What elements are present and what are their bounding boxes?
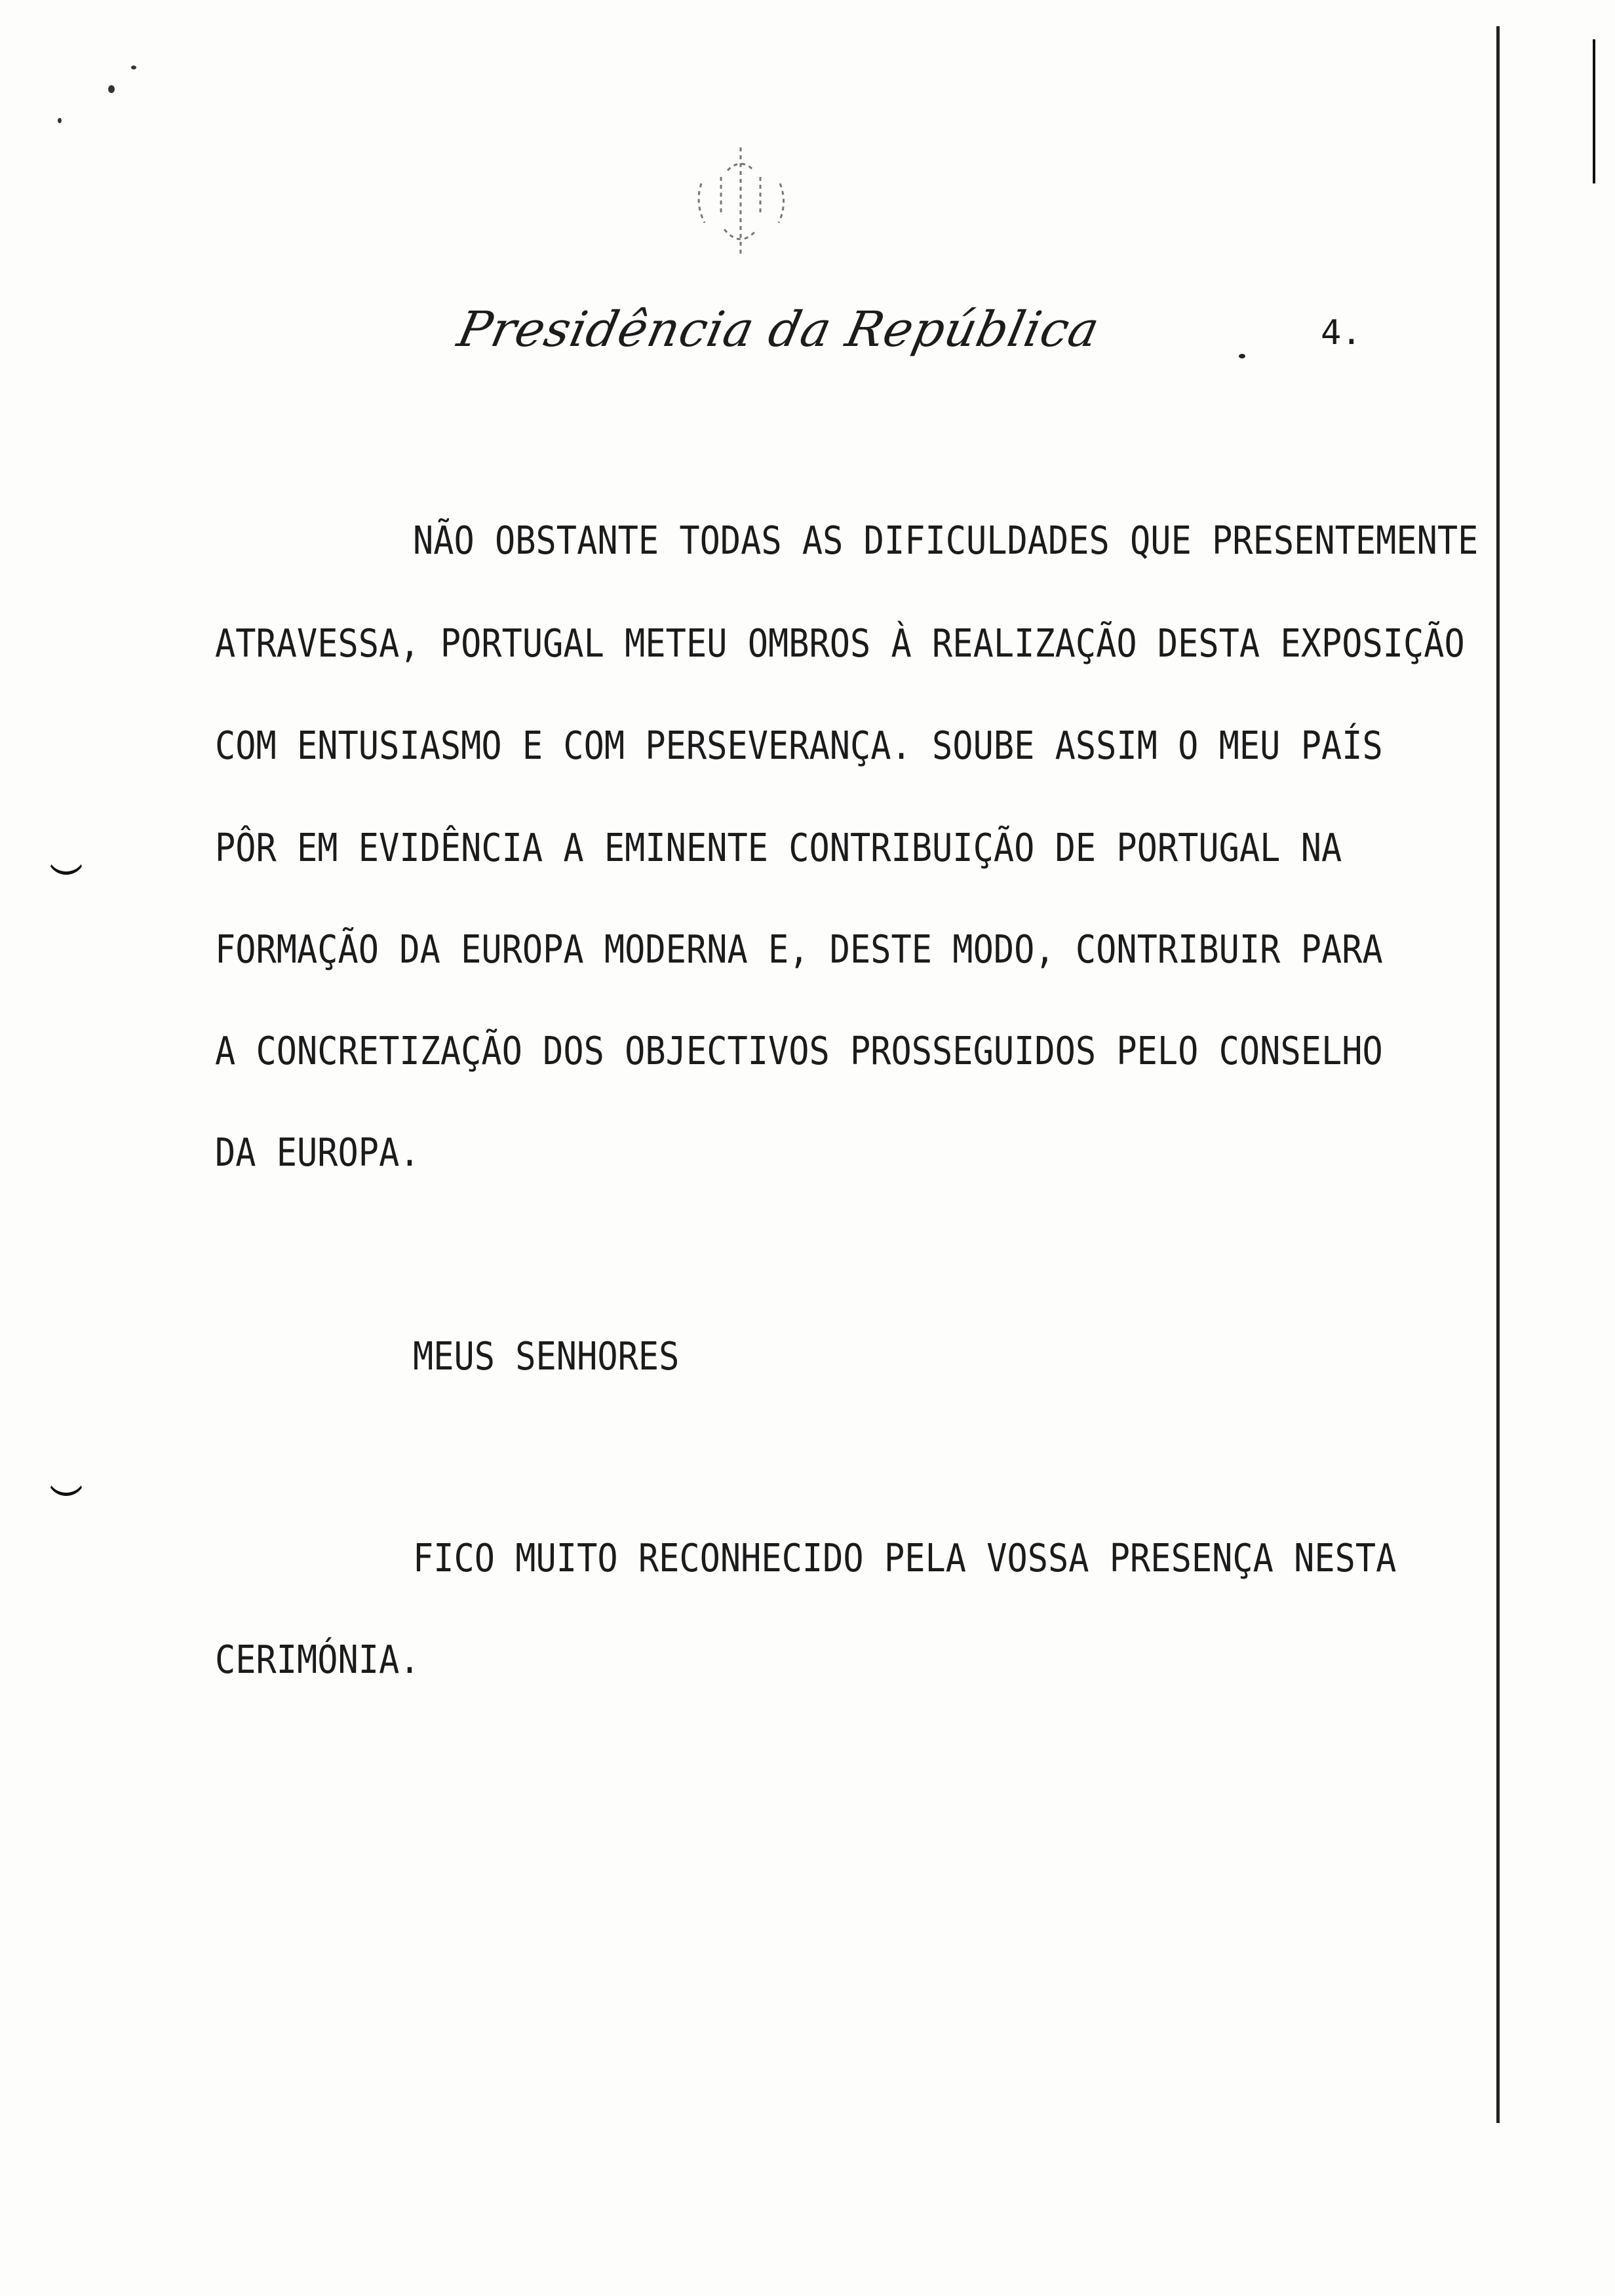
body-line: DA EUROPA. — [215, 1130, 420, 1175]
scan-edge-line — [1496, 26, 1500, 2123]
scan-speck — [58, 118, 62, 123]
scan-edge-mark — [1593, 39, 1595, 183]
body-line: FICO MUITO RECONHECIDO PELA VOSSA PRESENÇA NESTA — [413, 1535, 1397, 1580]
scan-speck — [108, 85, 115, 93]
body-line: FORMAÇÃO DA EUROPA MODERNA E, DESTE MODO, CONTRIBUIR PARA — [215, 927, 1383, 972]
hole-punch-mark — [47, 1466, 85, 1496]
coat-of-arms-icon — [675, 138, 806, 269]
dot-mark — [1239, 354, 1245, 358]
body-line: COM ENTUSIASMO E COM PERSEVERANÇA. SOUBE ASSIM O MEU PAÍS — [215, 723, 1383, 768]
body-line: A CONCRETIZAÇÃO DOS OBJECTIVOS PROSSEGUIDOS PELO CONSELHO — [215, 1028, 1383, 1073]
body-line: ATRAVESSA, PORTUGAL METEU OMBROS À REALIZAÇÃO DESTA EXPOSIÇÃO — [215, 621, 1465, 666]
scan-speck — [131, 66, 136, 69]
letterhead-title: Presidência da República — [452, 301, 1105, 358]
page-number: 4. — [1321, 313, 1362, 353]
body-line: PÔR EM EVIDÊNCIA A EMINENTE CONTRIBUIÇÃO DE PORTUGAL NA — [215, 825, 1342, 870]
hole-punch-mark — [47, 845, 85, 875]
body-line: NÃO OBSTANTE TODAS AS DIFICULDADES QUE PRESENTEMENTE — [413, 518, 1479, 563]
body-line: CERIMÓNIA. — [215, 1637, 420, 1682]
salutation-line: MEUS SENHORES — [413, 1333, 680, 1379]
